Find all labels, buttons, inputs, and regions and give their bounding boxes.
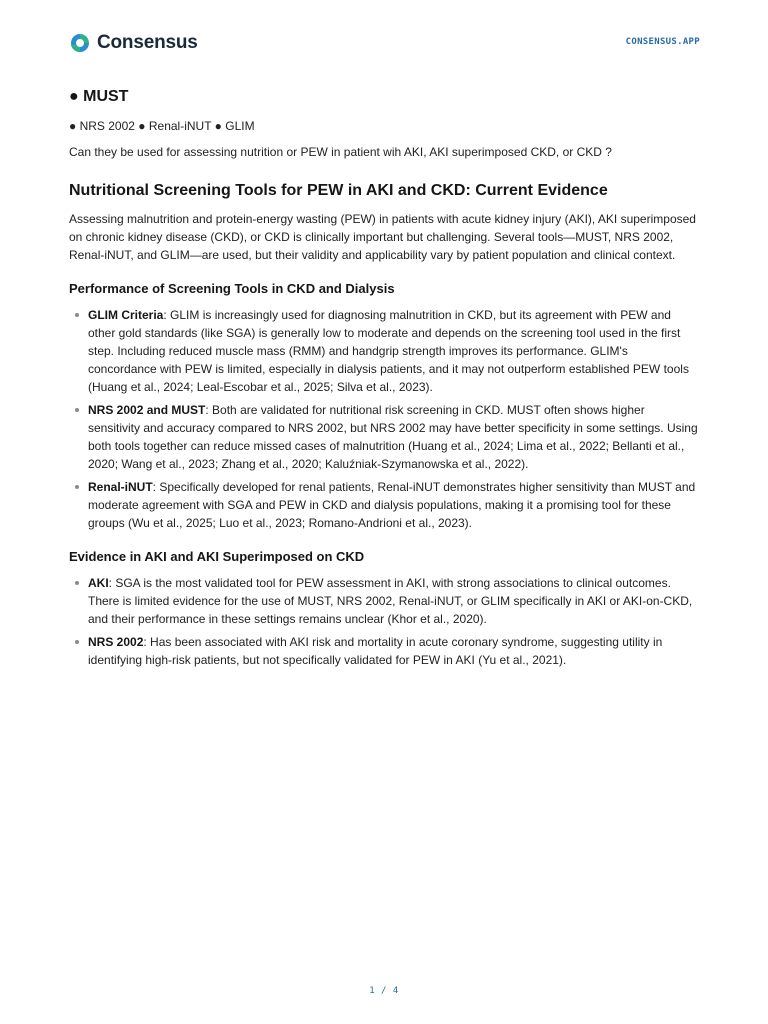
logo-wordmark: Consensus bbox=[97, 32, 198, 53]
bullet-dot-icon bbox=[75, 640, 79, 644]
list-item bbox=[69, 633, 699, 669]
list-item-text: : Has been associated with AKI risk and mortality in acute coronary syndrome, suggesting utility in identifying high-risk patients, but not specifically validated for PEW in AKI (Yu et al., 2021). bbox=[88, 635, 663, 667]
bullet-dot-icon bbox=[75, 581, 79, 585]
consensus-logo[interactable] bbox=[69, 30, 198, 56]
list-item-text: : GLIM is increasingly used for diagnosing malnutrition in CKD, but its agreement with PEW and other gold standards (like SGA) is generally low to moderate and depends on the screening tool used in the first step. Including reduced muscle mass (RMM) and handgrip strength improves its performance. GLIM's concordance with PEW is limited, especially in dialysis patients, and it may not outperform established PEW tools (Huang et al., 2024; Leal-Escobar et al., 2025; Silva et al., 2023). bbox=[88, 308, 689, 394]
list-item-term: GLIM Criteria bbox=[88, 308, 164, 322]
list-item bbox=[69, 401, 699, 473]
query-question: Can they be used for assessing nutrition or PEW in patient wih AKI, AKI superimposed CKD, or CKD ? bbox=[69, 145, 612, 159]
bullet-dot-icon bbox=[75, 408, 79, 412]
answer-title: Nutritional Screening Tools for PEW in AKI and CKD: Current Evidence bbox=[69, 182, 608, 199]
list-item bbox=[69, 574, 699, 628]
list-item-text: : SGA is the most validated tool for PEW assessment in AKI, with strong associations to clinical outcomes. There is limited evidence for the use of MUST, NRS 2002, Renal-iNUT, or GLIM specifically in AKI or AKI-on-CKD, and their performance in these settings remains unclear (Khor et al., 2020). bbox=[88, 576, 693, 626]
site-link[interactable]: CONSENSUS.APP bbox=[625, 37, 700, 47]
section-heading-aki: Evidence in AKI and AKI Superimposed on CKD bbox=[69, 549, 365, 564]
list-item bbox=[69, 306, 699, 396]
section-heading-ckd: Performance of Screening Tools in CKD and Dialysis bbox=[69, 281, 395, 296]
bullet-list-aki bbox=[69, 574, 699, 669]
page-indicator: 1 / 4 bbox=[369, 986, 399, 996]
query-title: ● MUST bbox=[69, 88, 129, 105]
bullet-list-ckd bbox=[69, 306, 699, 532]
main-content bbox=[69, 86, 699, 674]
list-item-term: NRS 2002 and MUST bbox=[88, 403, 206, 417]
list-item-text: : Specifically developed for renal patients, Renal-iNUT demonstrates higher sensitivity than MUST and moderate agreement with SGA and PEW in CKD and dialysis populations, making it a promising tool for these groups (Wu et al., 2025; Luo et al., 2023; Romano-Andrioni et al., 2023). bbox=[88, 480, 696, 530]
list-item bbox=[69, 478, 699, 532]
list-item-term: AKI bbox=[88, 576, 109, 590]
query-tools-line: ● NRS 2002 ● Renal-iNUT ● GLIM bbox=[69, 119, 255, 133]
answer-intro: Assessing malnutrition and protein-energy wasting (PEW) in patients with acute kidney injury (AKI), AKI superimposed on chronic kidney disease (CKD), or CKD is clinically important but challenging. Several tools—MUST, NRS 2002, Renal-iNUT, and GLIM—are used, but their validity and applicability vary by patient population and clinical context. bbox=[69, 212, 696, 262]
page-header bbox=[69, 30, 700, 56]
list-item-term: NRS 2002 bbox=[88, 635, 144, 649]
bullet-dot-icon bbox=[75, 485, 79, 489]
list-item-text: : Both are validated for nutritional risk screening in CKD. MUST often shows higher sensitivity and accuracy compared to NRS 2002, but NRS 2002 may have better specificity in some settings. Using both tools together can reduce missed cases of malnutrition (Huang et al., 2024; Lima et al., 2022; Bellanti et al., 2020; Wang et al., 2023; Zhang et al., 2020; Kaluźniak-Szymanowska et al., 2022). bbox=[88, 403, 698, 471]
bullet-dot-icon bbox=[75, 313, 79, 317]
list-item-term: Renal-iNUT bbox=[88, 480, 153, 494]
consensus-logo-icon bbox=[69, 32, 91, 54]
